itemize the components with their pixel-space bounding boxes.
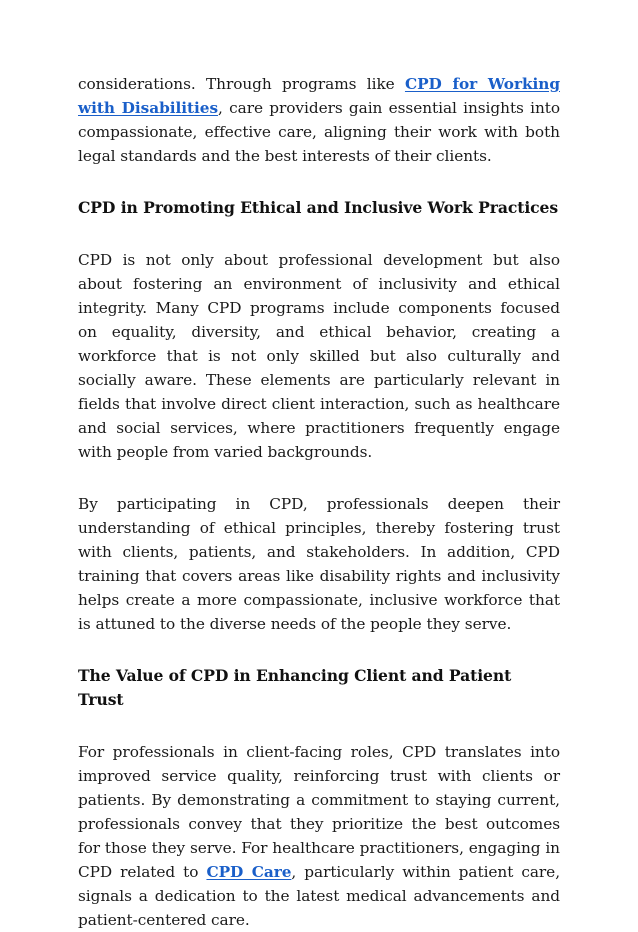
paragraph-client-facing [78, 740, 560, 932]
paragraph-inclusivity: CPD is not only about professional development but also about fostering an environment of inclusivity and ethical integrity. Many CPD programs include components focused on equality, diversity, and ethical behavior, creating a workforce that is not only skilled but also culturally and socially aware. These elements are particularly relevant in fields that involve direct client interaction, such as healthcare and social services, where practitioners frequently engage with people from varied backgrounds. [78, 251, 560, 461]
paragraph-text: For professionals in client-facing roles, CPD translates into improved service quality, reinforcing trust with clients or patients. By demonstrating a commitment to staying current, professionals convey that they prioritize the best outcomes for those they serve. For healthcare practitioners, engaging in CPD related to [78, 743, 560, 881]
section-heading-ethical-inclusive: CPD in Promoting Ethical and Inclusive Work Practices [78, 198, 559, 217]
paragraph-disabilities [78, 72, 560, 168]
spacer [78, 168, 560, 196]
paragraph-text: considerations. Through programs like [78, 75, 405, 93]
paragraph-ethical-principles: By participating in CPD, professionals deepen their understanding of ethical principles, thereby fostering trust with clients, patients, and stakeholders. In addition, CPD training that covers areas like disability rights and inclusivity helps create a more compassionate, inclusive workforce that is attuned to the diverse needs of the people they serve. [78, 495, 560, 633]
cpd-care-link[interactable]: CPD Care [206, 863, 292, 881]
paragraph-text: , care providers gain essential insights into compassionate, effective care, aligning their work with both legal standards and the best interests of their clients. [78, 99, 561, 165]
paragraph-text: , particularly within patient care, signals a dedication to the latest medical advancements and patient-centered care. [78, 863, 561, 929]
document-page [78, 72, 560, 932]
spacer [78, 712, 560, 740]
section-heading-client-trust: The Value of CPD in Enhancing Client and Patient Trust [78, 666, 512, 709]
spacer [78, 636, 560, 664]
spacer [78, 220, 560, 248]
spacer [78, 464, 560, 492]
cpd-working-with-disabilities-link[interactable]: CPD for Working with Disabilities [78, 75, 560, 117]
